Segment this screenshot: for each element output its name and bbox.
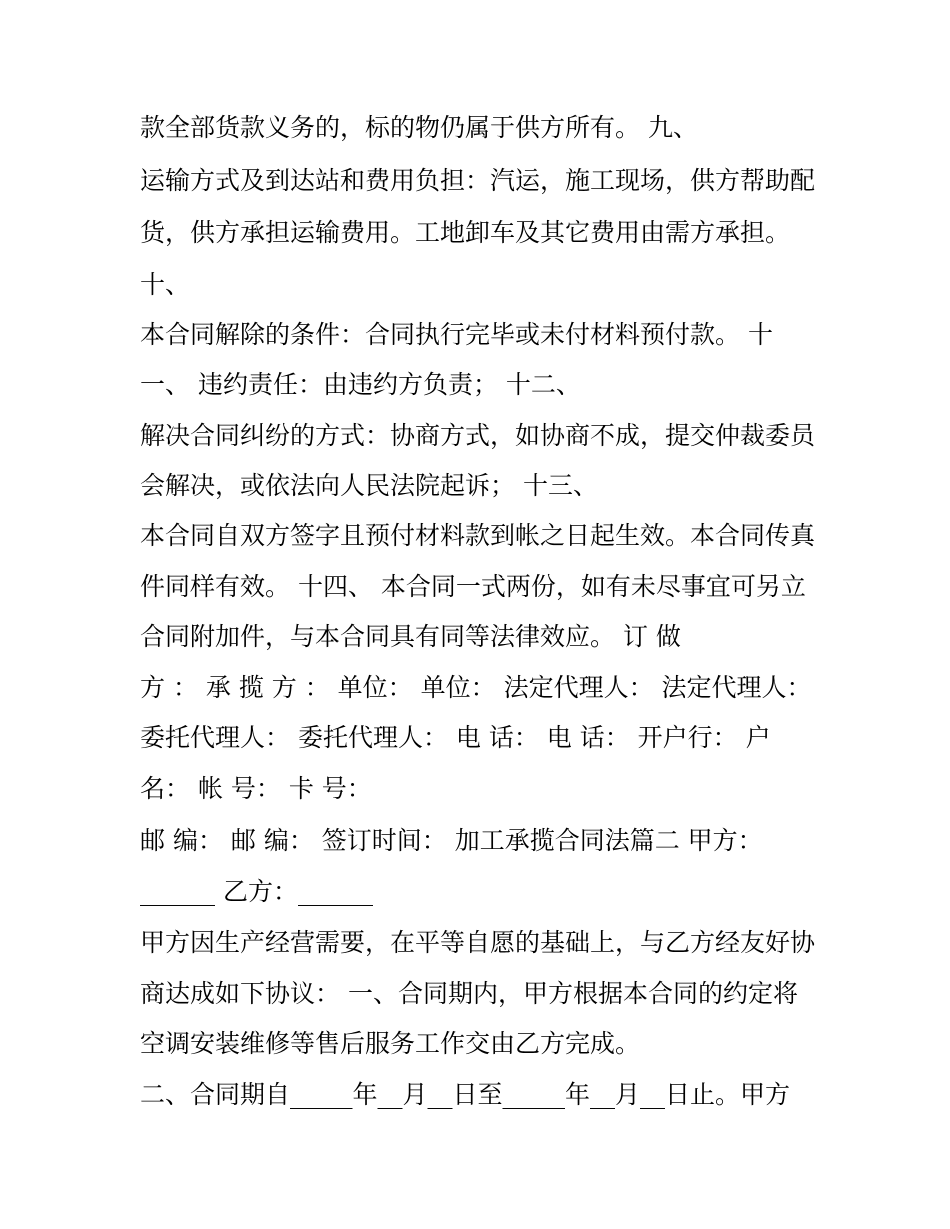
text-line: 合同附加件，与本合同具有同等法律效应。 订 做 [140, 622, 681, 651]
text-line: 货，供方承担运输费用。工地卸车及其它费用由需方承担。 [140, 218, 791, 247]
text-line: 解决合同纠纷的方式：协商方式，如协商不成，提交仲裁委员 [140, 421, 816, 450]
text-line: ______ 乙方：______ [140, 877, 373, 906]
text-line: 会解决，或依法向人民法院起诉； 十三、 [140, 471, 598, 500]
text-line: 一、 违约责任：由违约方负责； 十二、 [140, 370, 581, 399]
text-line: 运输方式及到达站和费用负担：汽运，施工现场，供方帮助配 [140, 166, 816, 195]
text-line: 方 ： 承 揽 方 ： 单位： 单位： 法定代理人： 法定代理人： [140, 673, 812, 702]
text-line: 邮 编： 邮 编： 签订时间： 加工承揽合同法篇二 甲方： [140, 826, 763, 855]
text-line: 名： 帐 号： 卡 号： [140, 774, 372, 803]
text-line: 空调安装维修等售后服务工作交由乙方完成。 [140, 1029, 641, 1058]
text-line: 十、 [140, 270, 191, 299]
text-line: 委托代理人： 委托代理人： 电 话： 电 话： 开户行： 户 [140, 723, 771, 752]
text-line: 件同样有效。 十四、 本合同一式两份，如有未尽事宜可另立 [140, 572, 806, 601]
text-line: 二、合同期自_____年__月__日至_____年__月__日止。甲方 [140, 1080, 791, 1109]
text-line: 款全部货款义务的，标的物仍属于供方所有。 九、 [140, 113, 698, 142]
text-line: 商达成如下协议： 一、合同期内，甲方根据本合同的约定将 [140, 979, 798, 1008]
text-line: 甲方因生产经营需要，在平等自愿的基础上，与乙方经友好协 [140, 928, 816, 957]
text-line: 本合同解除的条件：合同执行完毕或未付材料预付款。 十 [140, 320, 773, 349]
text-line: 本合同自双方签字且预付材料款到帐之日起生效。本合同传真 [140, 521, 816, 550]
